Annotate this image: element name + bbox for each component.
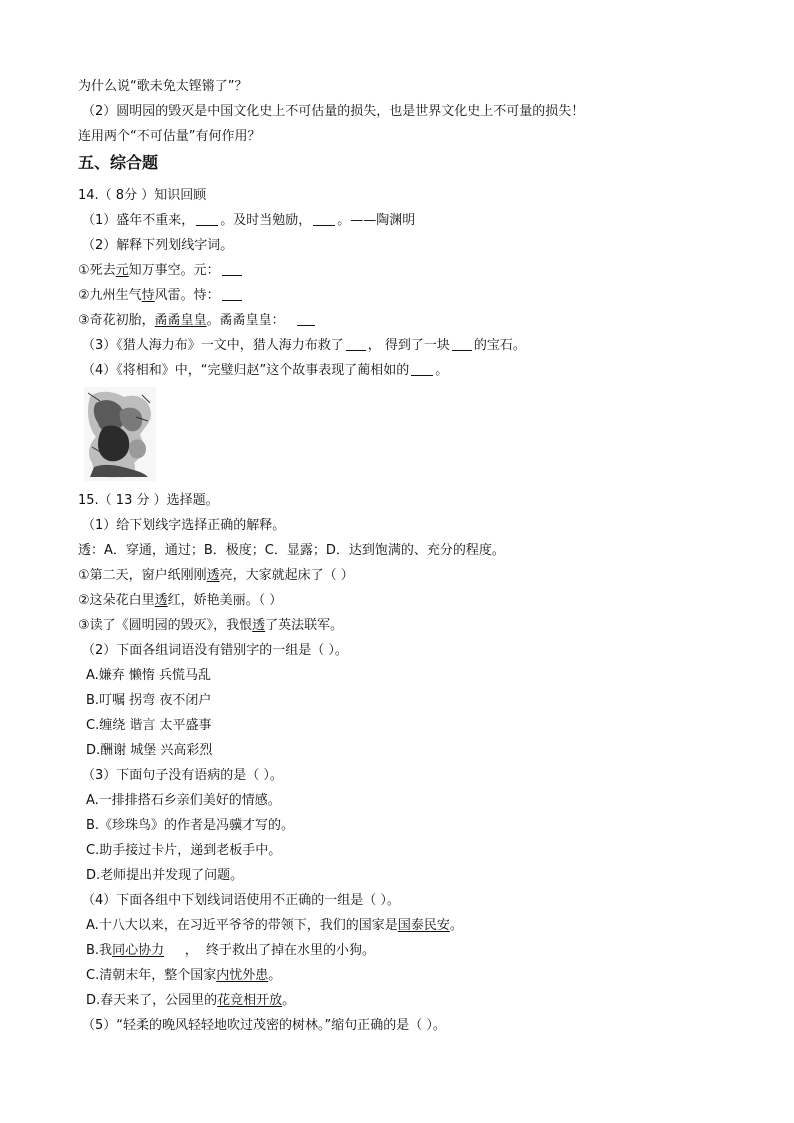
option-a[interactable]: A.嫌弃 懒惰 兵慌马乱 xyxy=(86,668,212,683)
option-d[interactable]: D.老师提出并发现了问题。 xyxy=(86,868,244,883)
option-c[interactable]: C.助手接过卡片，递到老板手中。 xyxy=(86,843,282,858)
text: ②九州生气 xyxy=(78,288,142,303)
text: ①第二天，窗户纸刚刚 xyxy=(78,568,207,583)
text: C.清朝末年，整个国家 xyxy=(86,968,217,983)
text: 。 xyxy=(282,993,296,1008)
answer-blank[interactable] xyxy=(346,338,366,351)
underlined-word: 恃 xyxy=(141,288,155,303)
text: B.我 xyxy=(86,943,113,958)
text: ③奇花初胎， xyxy=(78,313,155,328)
text: 。 xyxy=(449,918,463,933)
q15-item-4: （4）下面各组中下划线词语使用不正确的一组是（ ）。 xyxy=(82,893,400,908)
option-c[interactable] xyxy=(86,967,281,985)
answer-blank[interactable] xyxy=(222,288,242,301)
text: 。——陶渊明 xyxy=(337,213,416,228)
question-15-header: 15.（ 13 分 ）选择题。 xyxy=(78,493,219,508)
option-a[interactable]: A.一排排搭石乡亲们美好的情感。 xyxy=(86,793,281,808)
text: 。及时当勉励， xyxy=(220,213,312,228)
text: 红，娇艳美丽。（ ） xyxy=(167,593,283,608)
text: 。 xyxy=(268,968,282,983)
answer-blank[interactable] xyxy=(297,313,315,326)
q15-item-1: （1）给下划线字选择正确的解释。 xyxy=(82,518,286,533)
underlined-word: 元 xyxy=(115,263,129,278)
underlined-word: 透 xyxy=(154,593,168,608)
underlined-word: 透 xyxy=(252,618,266,633)
answer-blank[interactable] xyxy=(411,363,433,376)
text: （3）《猎人海力布》一文中，猎人海力布救了 xyxy=(82,338,344,353)
option-b[interactable] xyxy=(86,942,375,960)
underlined-word: 内忧外患 xyxy=(216,968,269,983)
text: 了英法联军。 xyxy=(265,618,344,633)
answer-blank[interactable] xyxy=(452,338,472,351)
answer-blank[interactable] xyxy=(196,213,218,226)
option-b[interactable]: B.《珍珠鸟》的作者是冯骥才写的。 xyxy=(86,818,295,833)
text: D.春天来了，公园里的 xyxy=(86,993,218,1008)
q14-subitem-1 xyxy=(78,262,244,280)
text: ， 终于救出了掉在水里的小狗。 xyxy=(164,943,376,958)
underlined-word: 同心协力 xyxy=(112,943,165,958)
text: ③读了《圆明园的毁灭》，我恨 xyxy=(78,618,253,633)
q15-sentence-3 xyxy=(78,617,343,635)
q15-sentence-1 xyxy=(78,567,354,585)
text: 的宝石。 xyxy=(473,338,526,353)
answer-blank[interactable] xyxy=(313,213,335,226)
ink-illustration xyxy=(84,387,156,481)
q14-item-2: （2）解释下列划线字词。 xyxy=(82,238,234,253)
text: ②这朵花白里 xyxy=(78,593,155,608)
q15-definitions: 透：A．穿通，通过；B．极度；C．显露；D．达到饱满的、充分的程度。 xyxy=(78,543,505,558)
option-d[interactable]: D.酬谢 城堡 兴高彩烈 xyxy=(86,743,213,758)
q14-item-3 xyxy=(82,337,526,355)
text: （1）盛年不重来， xyxy=(82,213,195,228)
text: A.十八大以来，在习近平爷爷的带领下，我们的国家是 xyxy=(86,918,398,933)
text-line: 为什么说“歌未免太铿锵了”？ xyxy=(78,79,248,94)
option-d[interactable] xyxy=(86,992,295,1010)
option-a[interactable] xyxy=(86,917,463,935)
underlined-word: 花竞相开放 xyxy=(217,993,283,1008)
underlined-word: 国泰民安 xyxy=(397,918,450,933)
text-line: （2）圆明园的毁灭是中国文化史上不可估量的损失，也是世界文化史上不可量的损失！ xyxy=(82,104,585,119)
answer-blank[interactable] xyxy=(222,263,242,276)
underlined-word: 透 xyxy=(206,568,220,583)
text: 知万事空。元： xyxy=(128,263,220,278)
q14-item-4 xyxy=(82,362,448,380)
question-14-header: 14.（ 8分 ）知识回顾 xyxy=(78,188,207,203)
q15-sentence-2 xyxy=(78,592,282,610)
q15-item-2: （2）下面各组词语没有错别字的一组是（ ）。 xyxy=(82,643,348,658)
text: 亮，大家就起床了（ ） xyxy=(219,568,354,583)
q14-item-1 xyxy=(82,212,415,230)
text-line: 连用两个“不可估量”有何作用？ xyxy=(78,129,261,144)
text: 。 xyxy=(435,363,449,378)
text: （4）《将相和》中，“完璧归赵”这个故事表现了蔺相如的 xyxy=(82,363,410,378)
text: ， 得到了一块 xyxy=(367,338,450,353)
text: 。矞矞皇皇： xyxy=(206,313,285,328)
q14-subitem-3 xyxy=(78,312,317,330)
q14-subitem-2 xyxy=(78,287,244,305)
text: 风雷。恃： xyxy=(154,288,220,303)
option-c[interactable]: C.缠绕 谐言 太平盛事 xyxy=(86,718,212,733)
text: ①死去 xyxy=(78,263,116,278)
q15-item-5: （5）“轻柔的晚风轻轻地吹过茂密的树林。”缩句正确的是（ ）。 xyxy=(82,1018,446,1033)
section-title: 五、综合题 xyxy=(78,153,159,172)
underlined-word: 矞矞皇皇 xyxy=(154,313,207,328)
q15-item-3: （3）下面句子没有语病的是（ ）。 xyxy=(82,768,283,783)
option-b[interactable]: B.叮嘱 拐弯 夜不闭户 xyxy=(86,693,212,708)
